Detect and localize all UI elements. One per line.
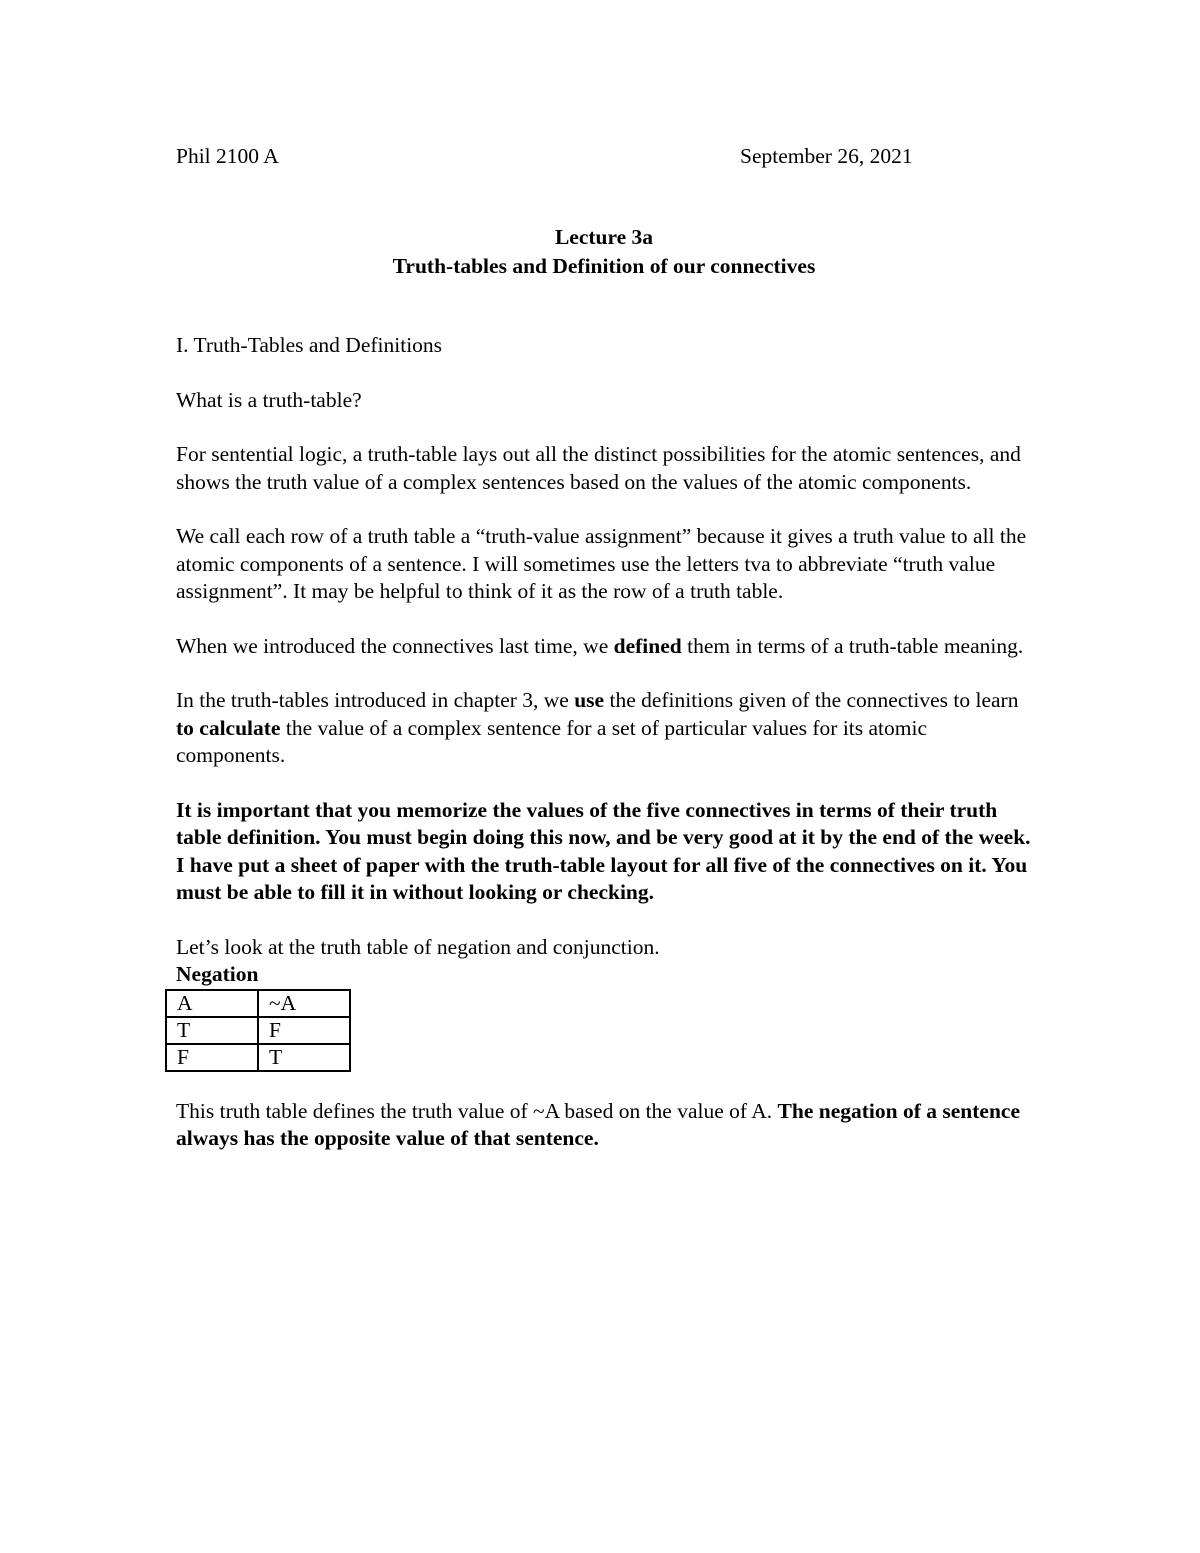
paragraph-text: them in terms of a truth-table meaning. <box>681 633 1024 658</box>
paragraph-conclusion <box>176 1098 1036 1153</box>
table-header-cell: A <box>166 990 258 1017</box>
intro-tables: Let’s look at the truth table of negation and conjunction. <box>176 934 660 959</box>
lecture-date: September 26, 2021 <box>740 144 913 168</box>
page-header <box>176 143 1036 171</box>
table-header-row <box>166 990 350 1017</box>
table-cell: T <box>166 1017 258 1044</box>
emphasis-use: use <box>574 688 605 712</box>
title-block <box>172 223 1036 281</box>
emphasis-to-calculate: to calculate <box>176 715 281 740</box>
paragraph-definition: For sentential logic, a truth-table lays out all the distinct possibilities for the atomic sentences, and shows the truth value of a complex sentences based on the values of the atomic components. <box>176 442 1021 494</box>
paragraph-connectives <box>176 633 1036 661</box>
question-paragraph: What is a truth-table? <box>176 387 362 412</box>
paragraph-text: In the truth-tables introduced in chapter 3, we <box>176 688 575 712</box>
section-heading: I. Truth-Tables and Definitions <box>176 333 443 357</box>
negation-label: Negation <box>176 962 259 986</box>
paragraph-tva: We call each row of a truth table a “truth-value assignment” because it gives a truth value to all the atomic components of a sentence. I will sometimes use the letters tva to abbreviate “truth value assignment”. It may be helpful to think of it as the row of a truth table. <box>176 524 1027 603</box>
emphasis-negation-rule: The negation of a sentence always has the opposite value of that sentence. <box>176 1098 1020 1150</box>
table-row <box>166 1017 350 1044</box>
lecture-title: Lecture 3a <box>554 225 654 249</box>
emphasis-defined: defined <box>613 633 682 658</box>
table-cell: F <box>166 1044 258 1071</box>
paragraph-text: When we introduced the connectives last time, we <box>176 633 614 658</box>
table-row <box>166 1044 350 1071</box>
paragraph-calculate <box>176 687 1036 770</box>
table-cell: T <box>258 1044 350 1071</box>
paragraph-text: the definitions given of the connectives to learn <box>604 688 1019 712</box>
lecture-subtitle: Truth-tables and Definition of our connectives <box>392 254 816 278</box>
table-header-cell: ~A <box>258 990 350 1017</box>
negation-truth-table <box>165 989 351 1072</box>
important-notice: It is important that you memorize the values of the five connectives in terms of their truth table definition. You must begin doing this now, and be very good at it by the end of the week. I have put a sheet of paper with the truth-table layout for all five of the connectives on it. You must be able to fill it in without looking or checking. <box>176 797 1031 904</box>
paragraph-text: the value of a complex sentence for a set of particular values for its atomic components. <box>176 715 928 767</box>
table-cell: F <box>258 1017 350 1044</box>
document-content <box>176 143 1036 1153</box>
course-code: Phil 2100 A <box>176 144 279 168</box>
paragraph-text: This truth table defines the truth value of ~A based on the value of A. <box>176 1098 778 1123</box>
